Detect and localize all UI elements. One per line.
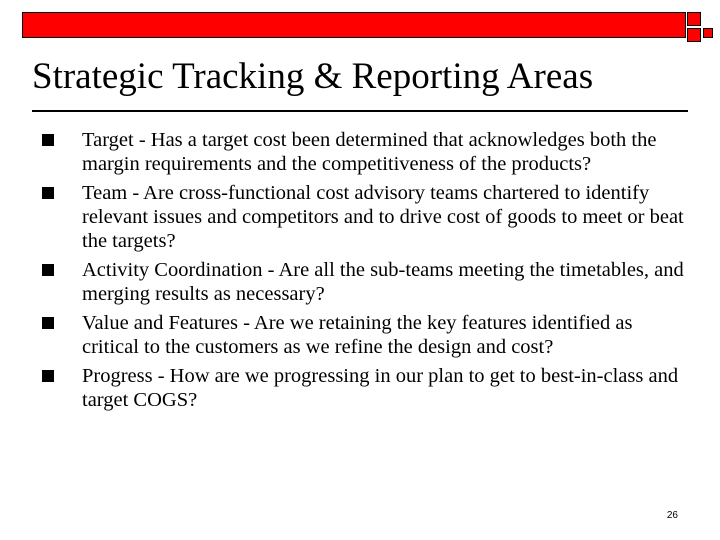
bullet-item: [36, 258, 686, 306]
bullet-item: [36, 364, 686, 412]
decorative-square-icon: [703, 28, 713, 38]
square-bullet-icon: [42, 264, 54, 276]
page-number: 26: [666, 510, 678, 521]
square-bullet-icon: [42, 370, 54, 382]
bullet-list: [36, 128, 686, 417]
bullet-text: Activity Coordination - Are all the sub-teams meeting the timetables, and merging results as necessary?: [82, 259, 684, 305]
decorative-square-icon: [687, 28, 701, 42]
bullet-text: Progress - How are we progressing in our plan to get to best-in-class and target COGS?: [82, 365, 679, 411]
slide-title: Strategic Tracking & Reporting Areas: [32, 56, 594, 97]
bullet-text: Value and Features - Are we retaining the key features identified as critical to the customers as we refine the design and cost?: [82, 312, 633, 358]
square-bullet-icon: [42, 317, 54, 329]
bullet-item: [36, 311, 686, 359]
bullet-item: [36, 181, 686, 253]
bullet-item: [36, 128, 686, 176]
square-bullet-icon: [42, 134, 54, 146]
bullet-text: Team - Are cross-functional cost advisory teams chartered to identify relevant issues and competitors and to drive cost of goods to meet or beat the targets?: [82, 182, 684, 252]
decorative-square-icon: [687, 12, 701, 26]
square-bullet-icon: [42, 187, 54, 199]
title-divider: [32, 110, 688, 112]
bullet-text: Target - Has a target cost been determined that acknowledges both the margin requirements and the competitiveness of the products?: [82, 129, 657, 175]
top-decorative-bar: [22, 12, 686, 38]
